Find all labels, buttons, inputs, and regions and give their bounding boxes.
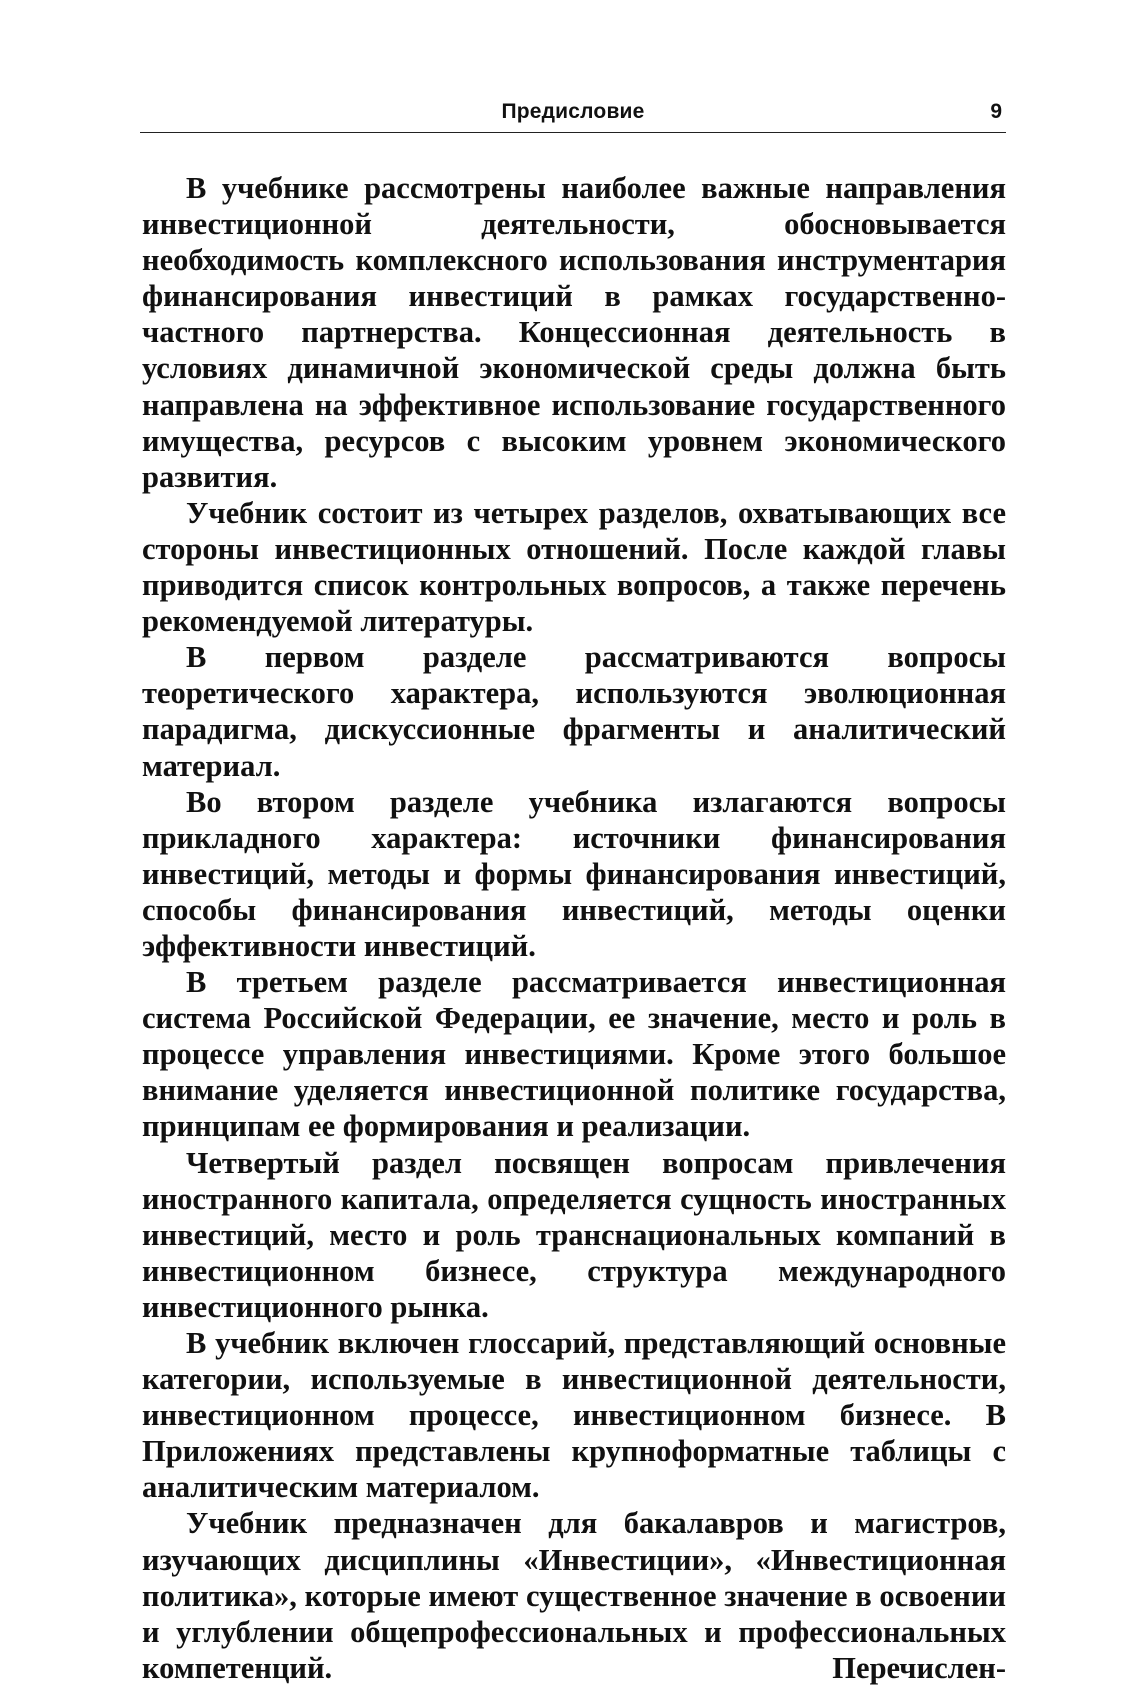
page-number: 9 — [990, 100, 1002, 123]
running-title: Предисловие — [501, 100, 645, 123]
body-text — [142, 170, 1006, 1686]
paragraph-3: В первом разделе рассматриваются вопросы теоретического характера, используются эволюционная парадигма, дискуссионные фрагменты и аналитический материал. — [142, 640, 1006, 783]
running-header — [140, 98, 1006, 133]
paragraph-2: Учебник состоит из четырех разделов, охватывающих все стороны инвестиционных отношений. После каждой главы приводится список контрольных вопросов, а также перечень рекомендуемой литературы. — [142, 495, 1006, 639]
paragraph-7: В учебник включен глоссарий, представляющий основные категории, используемые в инвестиционной деятельности, инвестиционном процессе, инвестиционном бизнесе. В Приложениях представлены крупноформатные таблицы с аналитическим материалом. — [142, 1326, 1006, 1505]
paragraph-6: Четвертый раздел посвящен вопросам привлечения иностранного капитала, определяется сущность иностранных инвестиций, место и роль транснациональных компаний в инвестиционном бизнесе, структура международного инвестиционного рынка. — [142, 1145, 1006, 1324]
paragraph-8: Учебник предназначен для бакалавров и магистров, изучающих дисциплины «Инвестиции», «Инвестиционная политика», которые имеют существенное значение в освоении и углублении общепрофессиональных и профессиональных компетенций. Перечислен- — [142, 1506, 1006, 1685]
paragraph-4: Во втором разделе учебника излагаются вопросы прикладного характера: источники финансирования инвестиций, методы и формы финансирования инвестиций, способы финансирования инвестиций, методы оценки эффективности инвестиций. — [142, 784, 1006, 963]
paragraph-5: В третьем разделе рассматривается инвестиционная система Российской Федерации, ее значение, место и роль в процессе управления инвестициями. Кроме этого большое внимание уделяется инвестиционной политике государства, принципам ее формирования и реализации. — [142, 965, 1006, 1144]
paragraph-1: В учебнике рассмотрены наиболее важные направления инвестиционной деятельности, обосновывается необходимость комплексного использования инструментария финансирования инвестиций в рамках государственно-частного партнерства. Концессионная деятельность в условиях динамичной экономической среды должна быть направлена на эффективное использование государственного имущества, ресурсов с высоким уровнем экономического развития. — [142, 171, 1006, 494]
